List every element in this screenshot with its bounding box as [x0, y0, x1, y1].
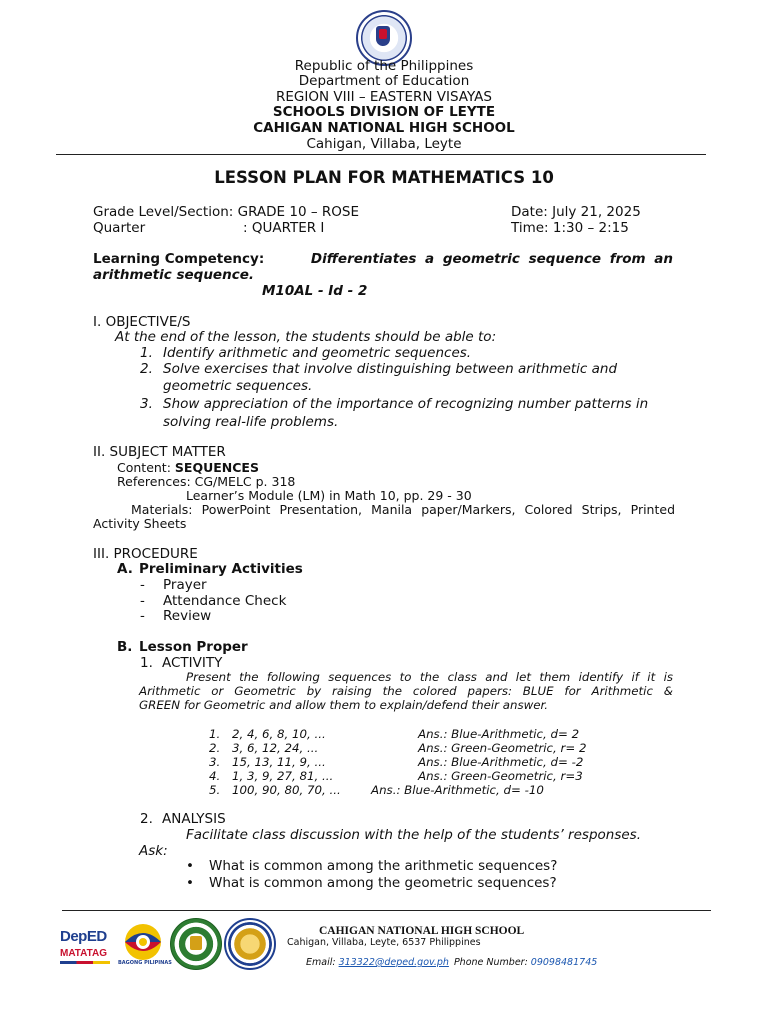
objective-number: 3. — [140, 396, 153, 412]
sequence-terms: 100, 90, 80, 70, ... — [232, 783, 341, 797]
sequence-answer: Ans.: Blue-Arithmetic, d= -10 — [371, 783, 544, 797]
objective-text: Solve exercises that involve distinguishing between arithmetic and — [163, 361, 618, 377]
competency-text-line1: Differentiates a geometric sequence from an — [310, 251, 673, 267]
content-label: Content: — [117, 460, 171, 475]
references-line2: Learner’s Module (LM) in Math 10, pp. 29 - 30 — [186, 488, 472, 503]
bagong-pilipinas-logo — [118, 922, 172, 970]
materials-line1: Materials: PowerPoint Presentation, Manila paper/Markers, Colored Strips, Printed — [131, 502, 675, 517]
section-b-letter: B. — [117, 639, 133, 655]
header-address: Cahigan, Villaba, Leyte — [306, 136, 462, 152]
bagong-pilipinas-icon — [119, 922, 167, 962]
analysis-number: 2. — [140, 811, 153, 827]
header-divider — [56, 154, 706, 155]
deped-matatag-logo — [60, 928, 114, 968]
sequence-terms: 2, 4, 6, 8, 10, ... — [232, 727, 326, 741]
footer-address: Cahigan, Villaba, Leyte, 6537 Philippines — [287, 937, 481, 948]
grade-level: Grade Level/Section: GRADE 10 – ROSE — [93, 204, 359, 220]
question-geometric: What is common among the geometric sequences? — [209, 875, 557, 891]
activity-title: ACTIVITY — [162, 655, 223, 671]
footer-contact — [306, 957, 597, 968]
sequence-answer: Ans.: Blue-Arithmetic, d= -2 — [418, 755, 584, 769]
activity-paragraph-line1: Present the following sequences to the class and let them identify if it is — [186, 670, 673, 684]
competency-code: M10AL - Id - 2 — [262, 283, 368, 299]
header-department: Department of Education — [298, 73, 470, 89]
footer-school-name: CAHIGAN NATIONAL HIGH SCHOOL — [319, 925, 525, 937]
activity-number: 1. — [140, 655, 153, 671]
objective-item — [140, 361, 153, 377]
activity-paragraph-line3: GREEN for Geometric and allow them to explain/defend their answer. — [139, 698, 549, 712]
section-a-letter: A. — [117, 561, 133, 577]
quarter-label: Quarter — [93, 220, 146, 236]
prelim-prayer: Prayer — [163, 577, 207, 593]
school-seal-icon — [224, 918, 276, 970]
list-item: - — [140, 608, 145, 624]
objective-number: 1. — [140, 345, 153, 361]
sequence-terms: 1, 3, 9, 27, 81, ... — [232, 769, 334, 783]
learning-competency — [93, 251, 673, 267]
objectives-heading: I. OBJECTIVE/S — [93, 314, 191, 330]
competency-label: Learning Competency: — [93, 251, 265, 267]
deped-logo-text: DepED — [60, 928, 107, 945]
lesson-date: Date: July 21, 2025 — [511, 204, 641, 220]
bagong-logo-text: BAGONG PILIPINAS — [118, 960, 172, 966]
analysis-ask: Ask: — [139, 843, 168, 859]
objective-item — [140, 345, 153, 361]
objective-text: Show appreciation of the importance of recognizing number patterns in — [163, 396, 649, 412]
email-link[interactable]: 313322@deped.gov.ph — [338, 957, 449, 968]
objectives-intro: At the end of the lesson, the students should be able to: — [115, 329, 497, 345]
references-line1: References: CG/MELC p. 318 — [117, 474, 296, 489]
lesson-time: Time: 1:30 – 2:15 — [511, 220, 629, 236]
objective-item — [140, 396, 153, 412]
content-line — [117, 460, 259, 475]
objective-number: 2. — [140, 361, 153, 377]
sequence-terms: 3, 6, 12, 24, ... — [232, 741, 319, 755]
objective-text-cont: geometric sequences. — [163, 378, 313, 394]
procedure-heading: III. PROCEDURE — [93, 546, 198, 562]
sequence-number: 2. — [209, 741, 221, 755]
quarter-value: : QUARTER I — [243, 220, 325, 236]
sequence-number: 1. — [209, 727, 221, 741]
header-division: SCHOOLS DIVISION OF LEYTE — [272, 104, 496, 120]
header-region: REGION VIII – EASTERN VISAYAS — [276, 89, 492, 105]
list-item: • — [186, 875, 194, 891]
prelim-attendance: Attendance Check — [163, 593, 287, 609]
content-value: SEQUENCES — [174, 460, 259, 475]
header-school: CAHIGAN NATIONAL HIGH SCHOOL — [253, 120, 515, 136]
objective-text-cont: solving real-life problems. — [163, 414, 339, 430]
phone-number: 09098481745 — [530, 957, 598, 968]
materials-line2: Activity Sheets — [93, 516, 187, 531]
prelim-review: Review — [163, 608, 212, 624]
section-a-title: Preliminary Activities — [139, 561, 303, 577]
competency-text-line2: arithmetic sequence. — [93, 267, 254, 283]
sequence-number: 3. — [209, 755, 221, 769]
list-item: • — [186, 858, 194, 874]
sequence-answer: Ans.: Green-Geometric, r= 2 — [418, 741, 587, 755]
footer-divider — [62, 910, 711, 911]
question-arithmetic: What is common among the arithmetic sequences? — [209, 858, 558, 874]
division-seal-icon — [170, 918, 222, 970]
sequence-answer: Ans.: Green-Geometric, r=3 — [418, 769, 583, 783]
section-b-title: Lesson Proper — [139, 639, 248, 655]
phone-label: Phone Number: — [453, 957, 528, 968]
page-title: LESSON PLAN FOR MATHEMATICS 10 — [214, 168, 554, 187]
sequence-answer: Ans.: Blue-Arithmetic, d= 2 — [418, 727, 580, 741]
list-item: - — [140, 577, 145, 593]
list-item: - — [140, 593, 145, 609]
sequence-terms: 15, 13, 11, 9, ... — [232, 755, 326, 769]
email-label: Email: — [306, 957, 336, 968]
subject-heading: II. SUBJECT MATTER — [93, 444, 226, 460]
analysis-title: ANALYSIS — [162, 811, 226, 827]
activity-paragraph-line2: Arithmetic or Geometric by raising the colored papers: BLUE for Arithmetic & — [139, 684, 673, 698]
analysis-paragraph: Facilitate class discussion with the help of the students’ responses. — [186, 827, 641, 843]
sequence-number: 5. — [209, 783, 221, 797]
matatag-logo-text: MATATAG — [60, 948, 108, 959]
sequence-number: 4. — [209, 769, 221, 783]
header-republic: Republic of the Philippines — [294, 58, 474, 74]
objective-text: Identify arithmetic and geometric sequences. — [163, 345, 472, 361]
